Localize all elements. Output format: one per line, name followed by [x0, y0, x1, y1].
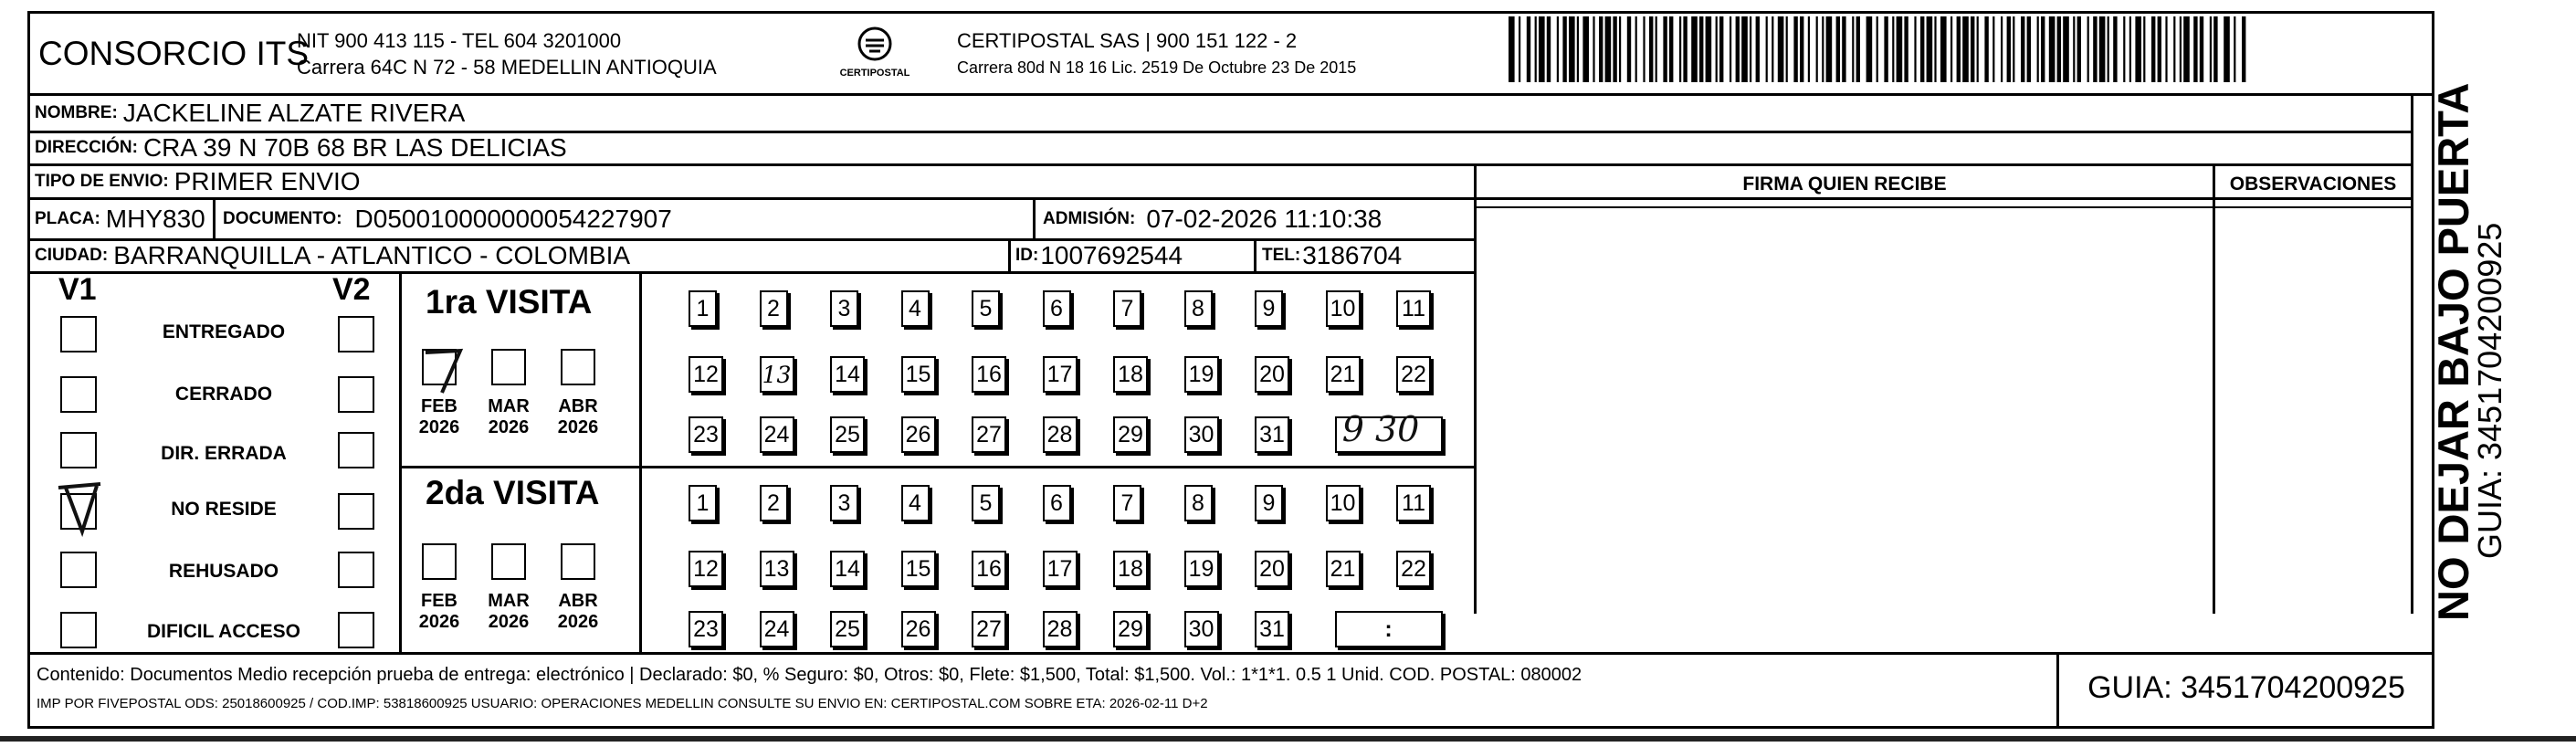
barcode-bar	[1756, 16, 1760, 82]
barcode-bar	[1547, 16, 1551, 82]
second-visit-mar-checkbox[interactable]	[491, 543, 526, 580]
placa-label: PLACA:	[35, 208, 100, 228]
v2-no-reside-checkbox[interactable]	[338, 493, 374, 530]
barcode-bar	[2123, 16, 2125, 82]
barcode-bar	[2113, 16, 2117, 82]
barcode-bar	[1539, 16, 1545, 82]
barcode-bar	[2027, 16, 2031, 82]
second-visit-feb-label	[410, 591, 468, 633]
barcode-bar	[1669, 16, 1673, 82]
v2-dificil-acceso-checkbox[interactable]	[338, 612, 374, 648]
barcode-bar	[1962, 16, 1969, 82]
barcode-bar	[1927, 16, 1933, 82]
barcode-bar	[1619, 16, 1621, 82]
firma-header: FIRMA QUIEN RECIBE	[1742, 174, 1947, 195]
first-visit-day-6[interactable]: 6	[1043, 290, 1071, 327]
documento-value: D050010000000054227907	[354, 204, 672, 233]
barcode-bar	[1786, 16, 1788, 82]
second-visit-day-13[interactable]: 13	[760, 551, 794, 587]
first-visit-day-26[interactable]: 26	[901, 416, 936, 453]
second-visit-day-1[interactable]: 1	[689, 485, 717, 521]
barcode-bar	[1800, 16, 1803, 82]
barcode-bar	[2158, 16, 2161, 82]
first-visit-day-21[interactable]: 21	[1326, 356, 1361, 393]
first-visit-feb-checkmark	[420, 345, 468, 404]
second-visit-day-5[interactable]: 5	[972, 485, 1000, 521]
first-visit-day-27[interactable]: 27	[972, 416, 1006, 453]
barcode-bar	[2210, 16, 2212, 82]
second-visit-day-18[interactable]: 18	[1113, 551, 1148, 587]
carrier-address: Carrera 80d N 18 16 Lic. 2519 De Octubre 23 De 2015	[957, 58, 1357, 77]
v2-entregado-checkbox[interactable]	[338, 316, 374, 352]
barcode-bar	[2049, 16, 2056, 82]
barcode-bar	[2143, 16, 2145, 82]
barcode-bar	[1736, 16, 1740, 82]
month-name: MAR	[488, 591, 530, 611]
second-visit-day-30[interactable]: 30	[1184, 611, 1219, 647]
v1-no-reside-checkmark	[55, 479, 106, 544]
barcode-bar	[1984, 16, 1988, 82]
direccion-row	[35, 132, 567, 163]
month-name: FEB	[421, 591, 457, 611]
barcode-bar	[1509, 16, 1515, 82]
month-year: 2026	[488, 612, 530, 632]
side-warning: NO DEJAR BAJO PUERTA	[2429, 82, 2477, 621]
second-visit-day-17[interactable]: 17	[1043, 551, 1078, 587]
barcode-bar	[2135, 16, 2141, 82]
status-label-rehusado: REHUSADO	[168, 561, 279, 582]
observaciones-header: OBSERVACIONES	[2229, 174, 2397, 195]
barcode-bar	[2021, 16, 2024, 82]
admision-label: ADMISIÓN:	[1043, 208, 1136, 228]
company-name: CONSORCIO ITS	[38, 35, 310, 72]
first-visit-abr-label	[549, 396, 607, 438]
first-visit-day-18[interactable]: 18	[1113, 356, 1148, 393]
second-visit-day-26[interactable]: 26	[901, 611, 936, 647]
barcode-bar	[1635, 16, 1637, 82]
documento-label: DOCUMENTO:	[223, 208, 342, 228]
barcode-bar	[1741, 16, 1748, 82]
second-visit-day-12[interactable]: 12	[689, 551, 723, 587]
barcode-bar	[2037, 16, 2039, 82]
second-visit-day-20[interactable]: 20	[1255, 551, 1289, 587]
second-visit-day-21[interactable]: 21	[1326, 551, 1361, 587]
barcode-bar	[1957, 16, 1961, 82]
month-name: ABR	[558, 591, 598, 611]
barcode-bar	[1977, 16, 1979, 82]
second-visit-day-29[interactable]: 29	[1113, 611, 1148, 647]
barcode-bar	[1582, 16, 1589, 82]
barcode-bar	[2213, 16, 2217, 82]
barcode-bar	[1719, 16, 1723, 82]
first-visit-day-5[interactable]: 5	[972, 290, 1000, 327]
first-visit-mar-checkbox[interactable]	[491, 349, 526, 385]
second-visit-day-27[interactable]: 27	[972, 611, 1006, 647]
first-visit-day-14[interactable]: 14	[830, 356, 865, 393]
second-visit-day-19[interactable]: 19	[1184, 551, 1219, 587]
first-visit-abr-checkbox[interactable]	[561, 349, 595, 385]
barcode-bar	[1826, 16, 1833, 82]
status-label-no-reside: NO RESIDE	[171, 499, 277, 520]
barcode-bar	[2041, 16, 2045, 82]
barcode-bar	[1897, 16, 1903, 82]
first-visit-day-17[interactable]: 17	[1043, 356, 1078, 393]
barcode-bar	[2093, 16, 2097, 82]
second-visit-day-9[interactable]: 9	[1255, 485, 1283, 521]
barcode-bar	[1914, 16, 1916, 82]
first-visit-day-11[interactable]: 11	[1396, 290, 1431, 327]
tel-row	[1262, 240, 1402, 271]
second-visit-day-31[interactable]: 31	[1255, 611, 1289, 647]
barcode-bar	[2200, 16, 2203, 82]
side-guia: GUIA: 3451704200925	[2471, 222, 2508, 559]
first-visit-day-12[interactable]: 12	[689, 356, 723, 393]
v2-header: V2	[332, 272, 371, 307]
company-nit: NIT 900 413 115 - TEL 604 3201000	[297, 29, 622, 52]
id-label: ID:	[1015, 246, 1039, 265]
month-name: FEB	[421, 396, 457, 416]
tipo-row	[35, 165, 361, 197]
second-visit-mar-label	[479, 591, 538, 633]
second-visit-day-28[interactable]: 28	[1043, 611, 1078, 647]
first-visit-day-3[interactable]: 3	[830, 290, 858, 327]
admision-value: 07-02-2026 11:10:38	[1146, 204, 1383, 233]
v2-cerrado-checkbox[interactable]	[338, 376, 374, 413]
barcode-bar	[2165, 16, 2167, 82]
v1-rehusado-checkbox[interactable]	[60, 552, 97, 588]
barcode-bar	[1904, 16, 1908, 82]
second-visit-abr-checkbox[interactable]	[561, 543, 595, 580]
v1-dir-errada-checkbox[interactable]	[60, 432, 97, 468]
first-visit-day-15[interactable]: 15	[901, 356, 936, 393]
barcode-bar	[1577, 16, 1579, 82]
second-visit-day-2[interactable]: 2	[760, 485, 788, 521]
barcode-bar	[2077, 16, 2081, 82]
first-visit-day-2[interactable]: 2	[760, 290, 788, 327]
second-visit-abr-label	[549, 591, 607, 633]
tel-label: TEL:	[1262, 246, 1301, 265]
footer-print-info: IMP POR FIVEPOSTAL ODS: 25018600925 / COD.IMP: 53818600925 USUARIO: OPERACIONES MEDELLIN CONSULTE SU ENVIO EN: CERTIPOSTAL.COM SOBRE ETA: 2026-02-11 D+2	[37, 696, 1208, 711]
barcode-bar	[1772, 16, 1773, 82]
direccion-label: DIRECCIÓN:	[35, 138, 138, 157]
barcode-bar	[1557, 16, 1559, 82]
second-visit-day-22[interactable]: 22	[1396, 551, 1431, 587]
barcode-bar	[1842, 16, 1845, 82]
footer-content: Contenido: Documentos Medio recepción prueba de entrega: electrónico | Declarado: $0, % Seguro: $0, Otros: $0, Flete: $1,500, Total: $1,500. Vol.: 1*1*1. 0.5 1 Unid. COD. POSTAL: 080002	[37, 665, 1582, 685]
barcode-bar	[2224, 16, 2230, 82]
barcode-bar	[2151, 16, 2155, 82]
ciudad-row	[35, 240, 630, 271]
barcode-bar	[1730, 16, 1731, 82]
nombre-row	[35, 95, 465, 132]
second-visit-day-3[interactable]: 3	[830, 485, 858, 521]
first-visit-day-10[interactable]: 10	[1326, 290, 1361, 327]
second-visit-feb-checkbox[interactable]	[422, 543, 457, 580]
second-visit-day-8[interactable]: 8	[1184, 485, 1213, 521]
first-visit-day-8[interactable]: 8	[1184, 290, 1213, 327]
barcode-bar	[2242, 16, 2245, 82]
barcode-bar	[2180, 16, 2182, 82]
first-visit-day-23[interactable]: 23	[689, 416, 723, 453]
second-visit-time-box[interactable]: :	[1335, 611, 1443, 647]
barcode-bar	[1971, 16, 1974, 82]
barcode-bar	[1950, 16, 1952, 82]
barcode-bar	[1920, 16, 1924, 82]
barcode-bar	[1816, 16, 1818, 82]
first-visit-day-4[interactable]: 4	[901, 290, 930, 327]
barcode-bar	[1656, 16, 1657, 82]
nombre-value: JACKELINE ALZATE RIVERA	[122, 99, 466, 127]
status-label-dificil-acceso: DIFICIL ACCESO	[146, 621, 300, 642]
first-visit-day-1[interactable]: 1	[689, 290, 717, 327]
placa-row	[35, 199, 205, 238]
first-visit-title: 1ra VISITA	[426, 283, 593, 321]
barcode-bar	[2099, 16, 2106, 82]
admision-row	[1043, 199, 1382, 238]
second-visit-day-16[interactable]: 16	[972, 551, 1006, 587]
status-label-entregado: ENTREGADO	[162, 321, 286, 342]
barcode-bar	[1822, 16, 1824, 82]
barcode-bar	[1599, 16, 1603, 82]
first-visit-day-22[interactable]: 22	[1396, 356, 1431, 393]
barcode-bar	[1856, 16, 1860, 82]
barcode-bar	[2129, 16, 2131, 82]
carrier-name: CERTIPOSTAL SAS | 900 151 122 - 2	[957, 29, 1298, 52]
documento-row	[223, 199, 672, 238]
second-visit-day-6[interactable]: 6	[1043, 485, 1071, 521]
month-name: ABR	[558, 396, 598, 416]
first-visit-day-20[interactable]: 20	[1255, 356, 1289, 393]
second-visit-day-15[interactable]: 15	[901, 551, 936, 587]
barcode-bar	[1593, 16, 1594, 82]
barcode-bar	[2073, 16, 2075, 82]
barcode-bar	[2234, 16, 2235, 82]
barcode-bar	[1613, 16, 1616, 82]
barcode-bar	[1699, 16, 1703, 82]
month-year: 2026	[488, 417, 530, 437]
barcode-bar	[2063, 16, 2069, 82]
barcode-bar	[1793, 16, 1797, 82]
second-visit-day-24[interactable]: 24	[760, 611, 794, 647]
barcode-bar	[1643, 16, 1645, 82]
first-visit-day-13[interactable]: 13	[760, 356, 794, 393]
barcode-bar	[2108, 16, 2109, 82]
barcode-bar	[1527, 16, 1530, 82]
barcode-bar	[1866, 16, 1873, 82]
barcode-bar	[1766, 16, 1768, 82]
barcode-bar	[1562, 16, 1566, 82]
barcode-bar	[2057, 16, 2061, 82]
barcode-bar	[1892, 16, 1894, 82]
ciudad-label: CIUDAD:	[35, 246, 109, 265]
barcode-bar	[1627, 16, 1631, 82]
barcode-bar	[1569, 16, 1575, 82]
barcode-bar	[2183, 16, 2190, 82]
first-visit-day-9[interactable]: 9	[1255, 290, 1283, 327]
placa-value: MHY830	[105, 204, 205, 233]
first-visit-mar-label	[479, 396, 538, 438]
barcode-bar	[1808, 16, 1810, 82]
first-visit-day-29[interactable]: 29	[1113, 416, 1148, 453]
barcode-bar	[1706, 16, 1712, 82]
barcode-bar	[2007, 16, 2011, 82]
month-year: 2026	[557, 417, 599, 437]
barcode-bar	[1716, 16, 1718, 82]
first-visit-day-31[interactable]: 31	[1255, 416, 1289, 453]
barcode-bar	[1992, 16, 1994, 82]
barcode-bar	[1778, 16, 1784, 82]
tel-value: 3186704	[1302, 241, 1403, 269]
footer-guia: GUIA: 3451704200925	[2087, 670, 2405, 705]
barcode-bar	[1663, 16, 1667, 82]
first-visit-day-28[interactable]: 28	[1043, 416, 1078, 453]
barcode-bar	[1679, 16, 1681, 82]
barcode-bar	[1934, 16, 1936, 82]
barcode-bar	[1691, 16, 1698, 82]
second-visit-title: 2da VISITA	[426, 474, 600, 511]
first-visit-day-24[interactable]: 24	[760, 416, 794, 453]
first-visit-day-30[interactable]: 30	[1184, 416, 1219, 453]
second-visit-day-25[interactable]: 25	[830, 611, 865, 647]
v2-rehusado-checkbox[interactable]	[338, 552, 374, 588]
v1-entregado-checkbox[interactable]	[60, 316, 97, 352]
id-value: 1007692544	[1040, 241, 1183, 269]
second-visit-day-7[interactable]: 7	[1113, 485, 1141, 521]
barcode-bar	[1877, 16, 1878, 82]
status-label-dir-errada: DIR. ERRADA	[161, 443, 287, 464]
barcode-bar	[1852, 16, 1854, 82]
second-visit-day-23[interactable]: 23	[689, 611, 723, 647]
second-visit-day-11[interactable]: 11	[1396, 485, 1431, 521]
first-visit-day-7[interactable]: 7	[1113, 290, 1141, 327]
second-visit-day-4[interactable]: 4	[901, 485, 930, 521]
barcode-bar	[2013, 16, 2014, 82]
v1-dificil-acceso-checkbox[interactable]	[60, 612, 97, 648]
barcode-bar	[1836, 16, 1840, 82]
barcode-bar	[2193, 16, 2197, 82]
barcode-bar	[1884, 16, 1887, 82]
id-row	[1015, 240, 1183, 271]
month-name: MAR	[488, 396, 530, 416]
status-label-cerrado: CERRADO	[174, 384, 273, 405]
first-visit-day-25[interactable]: 25	[830, 416, 865, 453]
month-year: 2026	[418, 417, 460, 437]
first-visit-day-19[interactable]: 19	[1184, 356, 1219, 393]
tipo-value: PRIMER ENVIO	[173, 166, 361, 195]
barcode-bar	[1750, 16, 1751, 82]
barcode-bar	[1605, 16, 1612, 82]
company-address: Carrera 64C N 72 - 58 MEDELLIN ANTIOQUIA	[297, 56, 717, 79]
barcode-bar	[1649, 16, 1653, 82]
v1-header: V1	[58, 272, 97, 307]
barcode-bar	[1519, 16, 1520, 82]
month-year: 2026	[557, 612, 599, 632]
barcode-bar	[2087, 16, 2089, 82]
barcode-bar	[2001, 16, 2003, 82]
first-visit-day-16[interactable]: 16	[972, 356, 1006, 393]
tipo-label: TIPO DE ENVIO:	[35, 171, 169, 191]
second-visit-day-10[interactable]: 10	[1326, 485, 1361, 521]
barcode-bar	[1535, 16, 1537, 82]
logo-text: CERTIPOSTAL	[839, 68, 910, 79]
month-year: 2026	[418, 612, 460, 632]
nombre-label: NOMBRE:	[35, 103, 118, 122]
v1-cerrado-checkbox[interactable]	[60, 376, 97, 413]
barcode	[1507, 16, 2246, 82]
barcode-bar	[1683, 16, 1687, 82]
second-visit-day-14[interactable]: 14	[830, 551, 865, 587]
barcode-bar	[1940, 16, 1947, 82]
barcode-bar	[2173, 16, 2175, 82]
ciudad-value: BARRANQUILLA - ATLANTICO - COLOMBIA	[113, 241, 631, 269]
direccion-value: CRA 39 N 70B 68 BR LAS DELICIAS	[142, 133, 567, 162]
first-visit-handwritten-time: 9 30	[1341, 409, 1420, 449]
v2-dir-errada-checkbox[interactable]	[338, 432, 374, 468]
